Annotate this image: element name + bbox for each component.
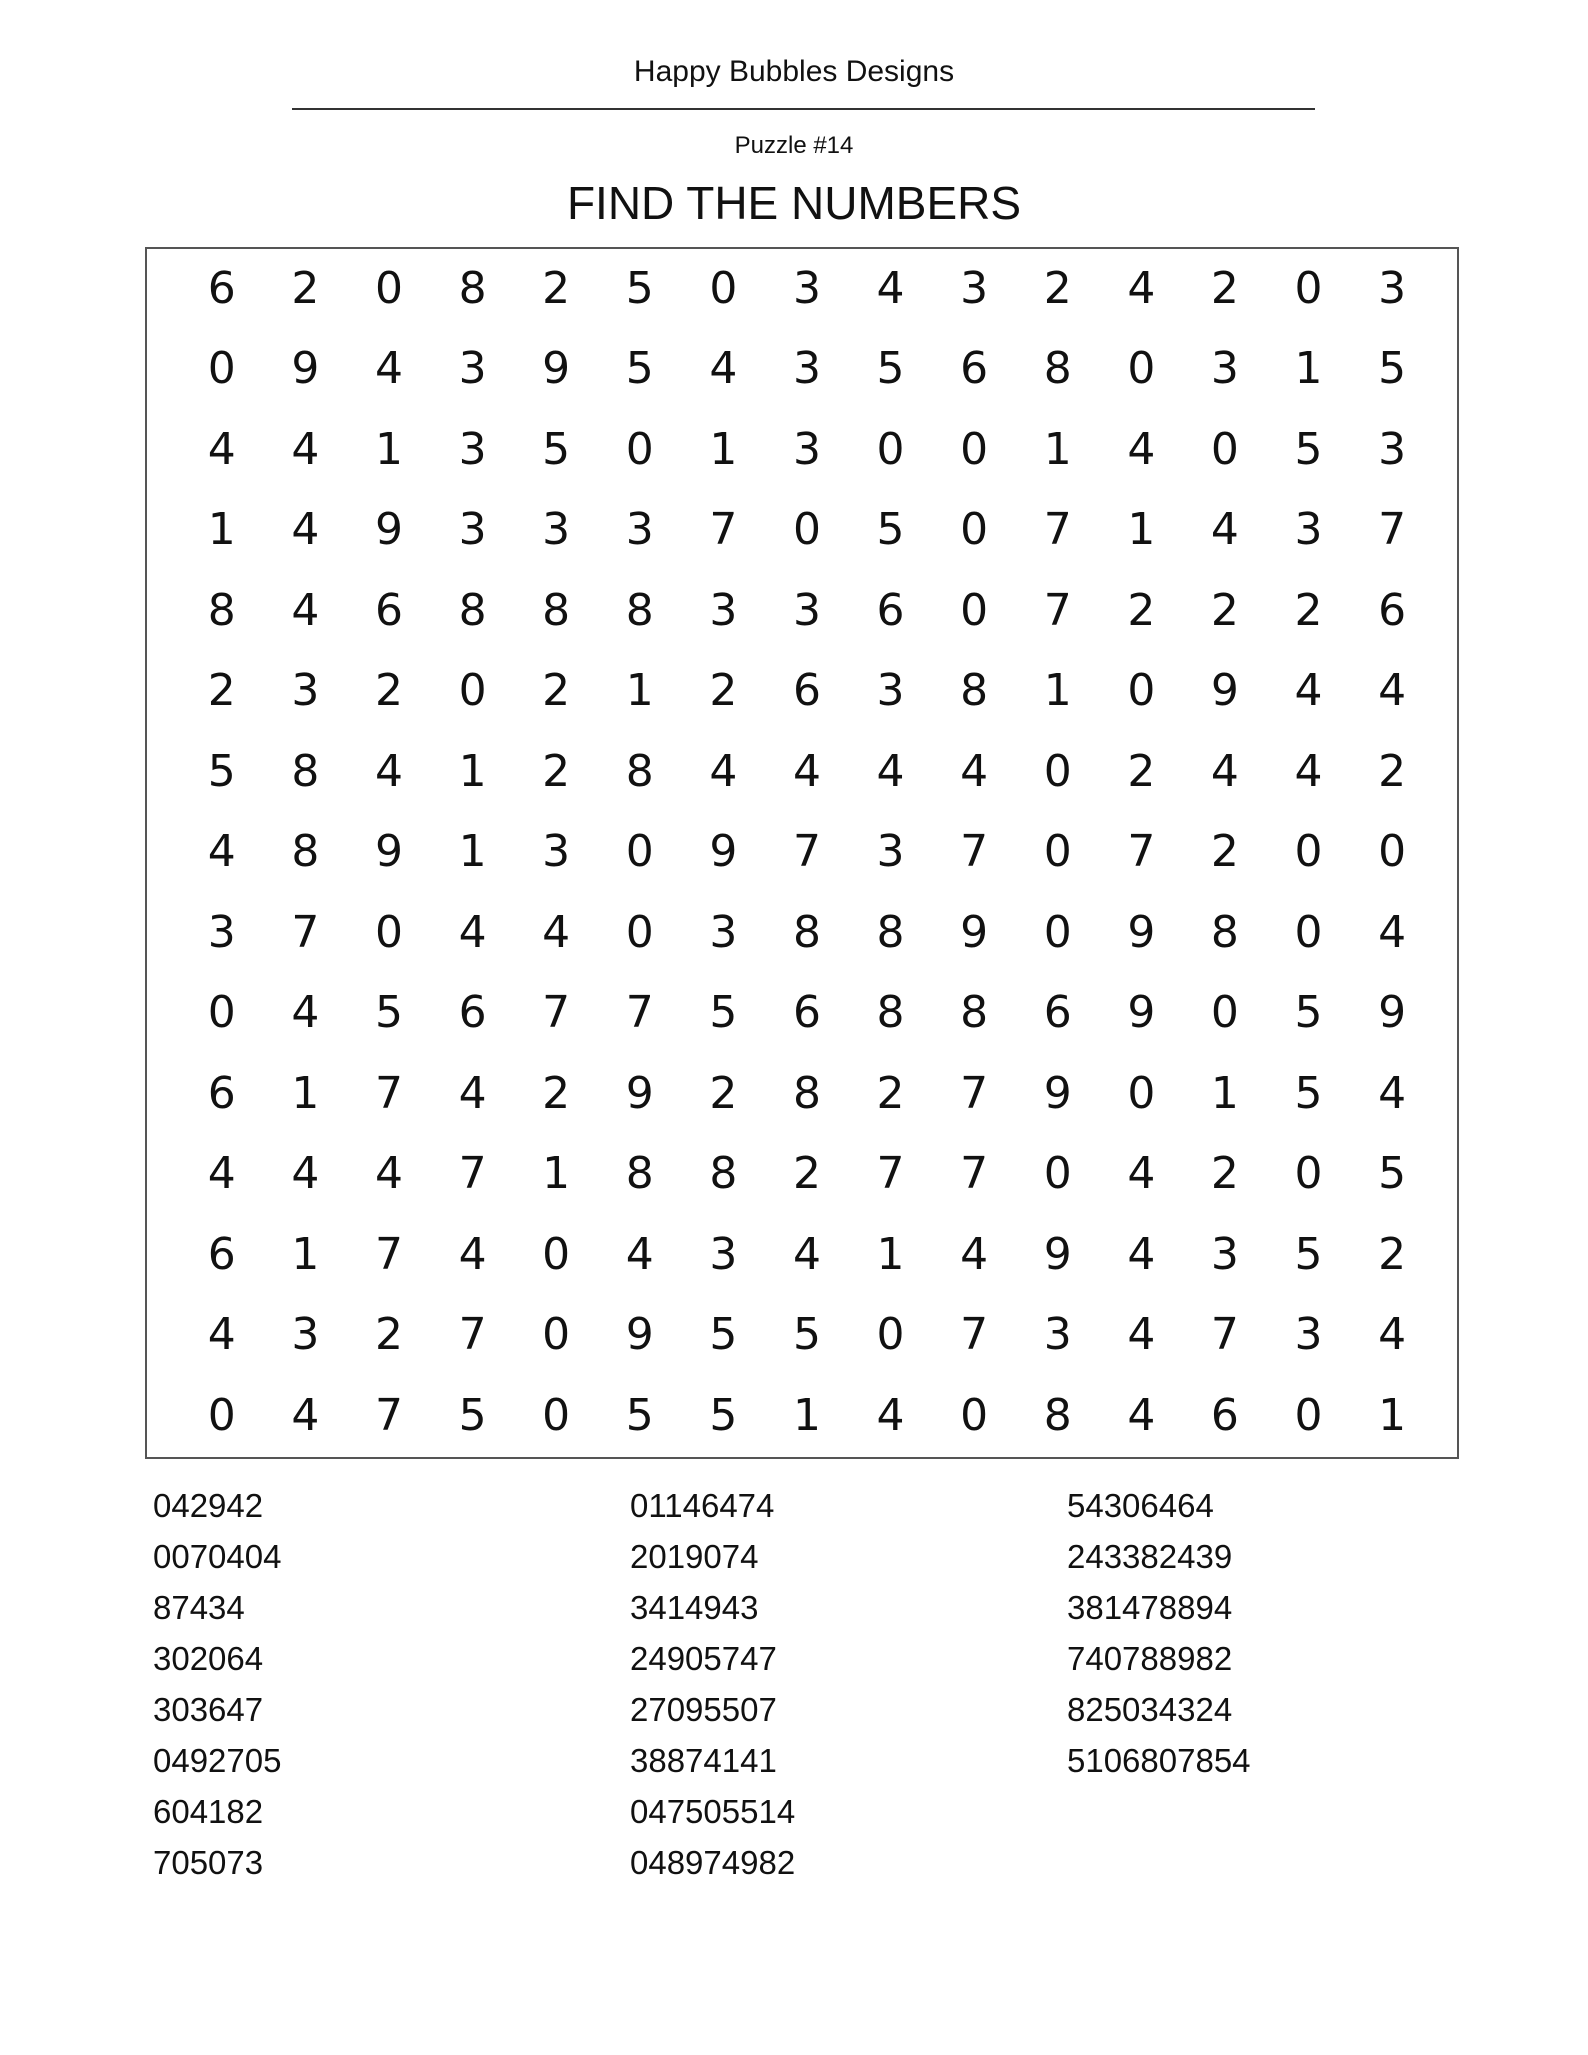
grid-cell[interactable]: 4 (291, 423, 320, 475)
grid-cell[interactable]: 4 (207, 1309, 236, 1361)
grid-cell[interactable]: 9 (709, 826, 738, 878)
grid-cell[interactable]: 4 (291, 1148, 320, 1200)
grid-cell[interactable]: 3 (1378, 423, 1407, 475)
grid-cell[interactable]: 8 (458, 262, 487, 314)
grid-cell[interactable]: 0 (374, 262, 403, 314)
grid-cell[interactable]: 7 (1043, 504, 1072, 556)
grid-cell[interactable]: 7 (291, 906, 320, 958)
word-list-item: 047505514 (630, 1793, 796, 1830)
grid-cell[interactable]: 3 (1378, 262, 1407, 314)
word-list-item: 381478894 (1067, 1589, 1233, 1626)
grid-cell[interactable]: 7 (960, 1067, 989, 1119)
puzzle-number: Puzzle #14 (734, 132, 854, 159)
grid-cell[interactable]: 6 (1210, 1389, 1239, 1441)
grid-cell[interactable]: 0 (625, 906, 654, 958)
grid-cell[interactable]: 2 (1210, 826, 1239, 878)
grid-cell[interactable]: 4 (1294, 745, 1323, 797)
grid-cell[interactable]: 0 (876, 423, 905, 475)
grid-cell[interactable]: 2 (1127, 745, 1156, 797)
grid-cell[interactable]: 9 (1043, 1228, 1072, 1280)
grid-cell[interactable]: 8 (1043, 343, 1072, 395)
grid-cell[interactable]: 4 (876, 1389, 905, 1441)
grid-cell[interactable]: 6 (792, 665, 821, 717)
grid-cell[interactable]: 5 (876, 343, 905, 395)
grid-cell[interactable]: 6 (207, 1067, 236, 1119)
grid-cell[interactable]: 5 (207, 745, 236, 797)
word-list-item: 87434 (153, 1589, 245, 1626)
grid-cell[interactable]: 7 (709, 504, 738, 556)
grid-cell[interactable]: 2 (1210, 1148, 1239, 1200)
grid-cell[interactable]: 1 (291, 1067, 320, 1119)
grid-cell[interactable]: 4 (458, 906, 487, 958)
grid-cell[interactable]: 3 (876, 826, 905, 878)
grid-cell[interactable]: 5 (625, 343, 654, 395)
grid-cell[interactable]: 4 (792, 745, 821, 797)
grid-cell[interactable]: 1 (792, 1389, 821, 1441)
grid-cell[interactable]: 8 (625, 745, 654, 797)
grid-cell[interactable]: 5 (1378, 1148, 1407, 1200)
grid-cell[interactable]: 7 (458, 1148, 487, 1200)
grid-cell[interactable]: 3 (207, 906, 236, 958)
grid-cell[interactable]: 9 (625, 1309, 654, 1361)
grid-cell[interactable]: 8 (876, 906, 905, 958)
grid-cell[interactable]: 4 (374, 343, 403, 395)
grid-cell[interactable]: 6 (458, 987, 487, 1039)
grid-cell[interactable]: 7 (960, 1309, 989, 1361)
grid-cell[interactable]: 4 (542, 906, 571, 958)
grid-cell[interactable]: 4 (207, 1148, 236, 1200)
grid-cell[interactable]: 0 (1127, 665, 1156, 717)
grid-cell[interactable]: 0 (960, 1389, 989, 1441)
grid-cell[interactable]: 4 (960, 745, 989, 797)
grid-cell[interactable]: 4 (374, 1148, 403, 1200)
grid-cell[interactable]: 8 (458, 584, 487, 636)
grid-cell[interactable]: 2 (1378, 745, 1407, 797)
grid-cell[interactable]: 3 (709, 584, 738, 636)
grid-cell[interactable]: 2 (542, 1067, 571, 1119)
grid-cell[interactable]: 4 (291, 584, 320, 636)
grid-cell[interactable]: 9 (625, 1067, 654, 1119)
word-list-item: 2019074 (630, 1538, 759, 1575)
grid-cell[interactable]: 3 (291, 665, 320, 717)
grid-cell[interactable]: 8 (960, 987, 989, 1039)
grid-cell[interactable]: 7 (876, 1148, 905, 1200)
grid-cell[interactable]: 2 (207, 665, 236, 717)
grid-cell[interactable]: 4 (1127, 1148, 1156, 1200)
grid-cell[interactable]: 1 (1378, 1389, 1407, 1441)
grid-cell[interactable]: 0 (1043, 826, 1072, 878)
grid-cell[interactable]: 6 (960, 343, 989, 395)
grid-cell[interactable]: 2 (374, 665, 403, 717)
grid-cell[interactable]: 8 (291, 745, 320, 797)
grid-cell[interactable]: 1 (1043, 423, 1072, 475)
brand-name: Happy Bubbles Designs (633, 55, 955, 88)
grid-cell[interactable]: 3 (542, 826, 571, 878)
grid-cell[interactable]: 4 (291, 504, 320, 556)
grid-cell[interactable]: 1 (291, 1228, 320, 1280)
grid-cell[interactable]: 0 (1294, 906, 1323, 958)
word-list-item: 303647 (153, 1691, 264, 1728)
grid-cell[interactable]: 2 (542, 262, 571, 314)
grid-cell[interactable]: 1 (876, 1228, 905, 1280)
grid-cell[interactable]: 0 (709, 262, 738, 314)
grid-cell[interactable]: 0 (625, 826, 654, 878)
grid-cell[interactable]: 5 (542, 423, 571, 475)
grid-cell[interactable]: 8 (792, 1067, 821, 1119)
grid-cell[interactable]: 4 (792, 1228, 821, 1280)
grid-cell[interactable]: 4 (960, 1228, 989, 1280)
grid-cell[interactable]: 2 (709, 1067, 738, 1119)
grid-cell[interactable]: 9 (374, 826, 403, 878)
word-list-column-3 (1067, 1480, 1251, 1786)
grid-cell[interactable]: 0 (960, 584, 989, 636)
grid-cell[interactable]: 2 (374, 1309, 403, 1361)
grid-cell[interactable]: 0 (542, 1389, 571, 1441)
word-list-item: 01146474 (630, 1487, 775, 1524)
word-list-item: 048974982 (630, 1844, 796, 1881)
word-list-item: 825034324 (1067, 1691, 1233, 1728)
grid-cell[interactable]: 0 (960, 423, 989, 475)
grid-cell[interactable]: 9 (291, 343, 320, 395)
grid-cell[interactable]: 3 (542, 504, 571, 556)
grid-cell[interactable]: 0 (207, 343, 236, 395)
word-list-item: 604182 (153, 1793, 264, 1830)
grid-cell[interactable]: 3 (876, 665, 905, 717)
grid-cell[interactable]: 0 (374, 906, 403, 958)
grid-cell[interactable]: 4 (1127, 1228, 1156, 1280)
grid-cell[interactable]: 0 (1294, 1148, 1323, 1200)
grid-cell[interactable]: 3 (1210, 343, 1239, 395)
grid-cell[interactable]: 0 (207, 1389, 236, 1441)
grid-cell[interactable]: 2 (542, 665, 571, 717)
grid-cell[interactable]: 7 (1127, 826, 1156, 878)
grid-cell[interactable]: 1 (1127, 504, 1156, 556)
grid-cell[interactable]: 5 (374, 987, 403, 1039)
grid-cell[interactable]: 4 (1127, 423, 1156, 475)
grid-cell[interactable]: 5 (1294, 987, 1323, 1039)
grid-cell[interactable]: 0 (542, 1228, 571, 1280)
grid-cell[interactable]: 0 (1294, 262, 1323, 314)
grid-cell[interactable]: 8 (709, 1148, 738, 1200)
grid-cell[interactable]: 0 (1127, 1067, 1156, 1119)
grid-cell[interactable]: 0 (542, 1309, 571, 1361)
grid-cell[interactable]: 5 (625, 262, 654, 314)
grid-cell[interactable]: 1 (625, 665, 654, 717)
grid-cell[interactable]: 4 (374, 745, 403, 797)
grid-cell[interactable]: 7 (374, 1389, 403, 1441)
grid-cell[interactable]: 0 (458, 665, 487, 717)
grid-cell[interactable]: 1 (542, 1148, 571, 1200)
grid-cell[interactable]: 4 (458, 1228, 487, 1280)
grid-cell[interactable]: 5 (1378, 343, 1407, 395)
grid-cell[interactable]: 5 (1294, 1228, 1323, 1280)
grid-cell[interactable]: 3 (792, 423, 821, 475)
grid-cell[interactable]: 8 (207, 584, 236, 636)
grid-cell[interactable]: 2 (542, 745, 571, 797)
grid-cell[interactable]: 8 (960, 665, 989, 717)
grid-cell[interactable]: 2 (1210, 584, 1239, 636)
grid-cell[interactable]: 8 (625, 1148, 654, 1200)
word-list-item: 302064 (153, 1640, 264, 1677)
grid-cell[interactable]: 3 (458, 343, 487, 395)
grid-cell[interactable]: 4 (458, 1067, 487, 1119)
grid-cell[interactable]: 4 (291, 1389, 320, 1441)
grid-cell[interactable]: 0 (625, 423, 654, 475)
grid-cell[interactable]: 4 (1378, 1067, 1407, 1119)
grid-cell[interactable]: 7 (458, 1309, 487, 1361)
grid-cell[interactable]: 3 (792, 262, 821, 314)
grid-cell[interactable]: 7 (960, 1148, 989, 1200)
grid-cell[interactable]: 0 (207, 987, 236, 1039)
grid-cell[interactable]: 2 (1127, 584, 1156, 636)
grid-cell[interactable]: 7 (374, 1067, 403, 1119)
grid-cell[interactable]: 3 (792, 343, 821, 395)
grid-cell[interactable]: 0 (1043, 745, 1072, 797)
grid-cell[interactable]: 7 (1210, 1309, 1239, 1361)
grid-cell[interactable]: 7 (1043, 584, 1072, 636)
grid-cell[interactable]: 4 (1127, 1309, 1156, 1361)
grid-cell[interactable]: 3 (1210, 1228, 1239, 1280)
grid-cell[interactable]: 5 (709, 1389, 738, 1441)
grid-cell[interactable]: 3 (709, 1228, 738, 1280)
grid-cell[interactable]: 4 (1378, 1309, 1407, 1361)
grid-cell[interactable]: 5 (876, 504, 905, 556)
grid-cell[interactable]: 4 (709, 745, 738, 797)
grid-cell[interactable]: 4 (1127, 1389, 1156, 1441)
grid-cell[interactable]: 2 (291, 262, 320, 314)
grid-cell[interactable]: 0 (792, 504, 821, 556)
grid-cell[interactable]: 4 (876, 262, 905, 314)
grid-cell[interactable]: 4 (291, 987, 320, 1039)
grid-cell[interactable]: 6 (876, 584, 905, 636)
grid-cell[interactable]: 6 (374, 584, 403, 636)
header-divider (292, 108, 1315, 110)
grid-cell[interactable]: 3 (792, 584, 821, 636)
word-list-item: 38874141 (630, 1742, 777, 1779)
grid-cell[interactable]: 1 (458, 826, 487, 878)
word-list-item: 24905747 (630, 1640, 777, 1677)
grid-cell[interactable]: 1 (1043, 665, 1072, 717)
word-list-item: 0492705 (153, 1742, 282, 1779)
grid-cell[interactable]: 8 (291, 826, 320, 878)
grid-cell[interactable]: 9 (542, 343, 571, 395)
word-list-item: 27095507 (630, 1691, 777, 1728)
number-grid (180, 248, 1434, 1456)
grid-cell[interactable]: 3 (1294, 504, 1323, 556)
grid-cell[interactable]: 1 (374, 423, 403, 475)
grid-cell[interactable]: 1 (207, 504, 236, 556)
grid-cell[interactable]: 0 (1378, 826, 1407, 878)
grid-cell[interactable]: 9 (1127, 987, 1156, 1039)
grid-cell[interactable]: 5 (458, 1389, 487, 1441)
grid-cell[interactable]: 4 (625, 1228, 654, 1280)
grid-cell[interactable]: 3 (291, 1309, 320, 1361)
grid-cell[interactable]: 1 (1210, 1067, 1239, 1119)
grid-cell[interactable]: 8 (1043, 1389, 1072, 1441)
grid-cell[interactable]: 4 (207, 423, 236, 475)
grid-cell[interactable]: 6 (207, 1228, 236, 1280)
grid-cell[interactable]: 9 (1210, 665, 1239, 717)
grid-cell[interactable]: 3 (709, 906, 738, 958)
word-list-column-1 (153, 1480, 281, 1888)
grid-cell[interactable]: 2 (1043, 262, 1072, 314)
grid-cell[interactable]: 8 (542, 584, 571, 636)
grid-cell[interactable]: 4 (1294, 665, 1323, 717)
grid-cell[interactable]: 3 (458, 504, 487, 556)
grid-cell[interactable]: 2 (1378, 1228, 1407, 1280)
grid-cell[interactable]: 8 (1210, 906, 1239, 958)
grid-cell[interactable]: 9 (374, 504, 403, 556)
grid-cell[interactable]: 4 (1378, 665, 1407, 717)
grid-cell[interactable]: 0 (960, 504, 989, 556)
grid-cell[interactable]: 3 (458, 423, 487, 475)
grid-cell[interactable]: 5 (1294, 423, 1323, 475)
grid-cell[interactable]: 5 (709, 987, 738, 1039)
grid-cell[interactable]: 0 (876, 1309, 905, 1361)
grid-cell[interactable]: 3 (960, 262, 989, 314)
grid-cell[interactable]: 9 (960, 906, 989, 958)
grid-cell[interactable]: 3 (625, 504, 654, 556)
grid-cell[interactable]: 7 (374, 1228, 403, 1280)
grid-cell[interactable]: 3 (1294, 1309, 1323, 1361)
grid-cell[interactable]: 8 (876, 987, 905, 1039)
word-list-item: 705073 (153, 1844, 264, 1881)
puzzle-title: FIND THE NUMBERS (566, 177, 1022, 229)
grid-cell[interactable]: 5 (625, 1389, 654, 1441)
word-list-item: 3414943 (630, 1589, 759, 1626)
grid-cell[interactable]: 2 (709, 665, 738, 717)
grid-cell[interactable]: 1 (709, 423, 738, 475)
grid-cell[interactable]: 0 (1294, 826, 1323, 878)
grid-cell[interactable]: 1 (458, 745, 487, 797)
grid-cell[interactable]: 5 (792, 1309, 821, 1361)
grid-cell[interactable]: 2 (1210, 262, 1239, 314)
grid-cell[interactable]: 9 (1127, 906, 1156, 958)
grid-cell[interactable]: 4 (876, 745, 905, 797)
grid-cell[interactable]: 0 (1294, 1389, 1323, 1441)
grid-cell[interactable]: 6 (1043, 987, 1072, 1039)
grid-cell[interactable]: 8 (792, 906, 821, 958)
grid-cell[interactable]: 7 (625, 987, 654, 1039)
grid-cell[interactable]: 8 (625, 584, 654, 636)
word-list-column-2 (630, 1480, 795, 1888)
grid-cell[interactable]: 2 (792, 1148, 821, 1200)
word-list-item: 042942 (153, 1487, 264, 1524)
word-list-item: 0070404 (153, 1538, 282, 1575)
grid-cell[interactable]: 2 (876, 1067, 905, 1119)
grid-cell[interactable]: 4 (1210, 504, 1239, 556)
word-list-item: 5106807854 (1067, 1742, 1251, 1779)
grid-cell[interactable]: 1 (1294, 343, 1323, 395)
word-list-item: 740788982 (1067, 1640, 1233, 1677)
grid-cell[interactable]: 0 (1210, 423, 1239, 475)
grid-cell[interactable]: 5 (1294, 1067, 1323, 1119)
grid-cell[interactable]: 7 (792, 826, 821, 878)
grid-cell[interactable]: 0 (1210, 987, 1239, 1039)
word-list-item: 243382439 (1067, 1538, 1233, 1575)
grid-cell[interactable]: 9 (1043, 1067, 1072, 1119)
grid-cell[interactable]: 6 (207, 262, 236, 314)
grid-cell[interactable]: 5 (709, 1309, 738, 1361)
grid-cell[interactable]: 0 (1043, 906, 1072, 958)
grid-cell[interactable]: 7 (960, 826, 989, 878)
grid-cell[interactable]: 4 (1210, 745, 1239, 797)
grid-cell[interactable]: 4 (1378, 906, 1407, 958)
grid-cell[interactable]: 4 (207, 826, 236, 878)
grid-cell[interactable]: 2 (1294, 584, 1323, 636)
grid-cell[interactable]: 7 (542, 987, 571, 1039)
grid-cell[interactable]: 4 (1127, 262, 1156, 314)
grid-cell[interactable]: 7 (1378, 504, 1407, 556)
grid-cell[interactable]: 0 (1043, 1148, 1072, 1200)
grid-cell[interactable]: 0 (1127, 343, 1156, 395)
word-list-item: 54306464 (1067, 1487, 1214, 1524)
grid-cell[interactable]: 9 (1378, 987, 1407, 1039)
grid-cell[interactable]: 6 (1378, 584, 1407, 636)
grid-cell[interactable]: 6 (792, 987, 821, 1039)
grid-cell[interactable]: 3 (1043, 1309, 1072, 1361)
grid-cell[interactable]: 4 (709, 343, 738, 395)
